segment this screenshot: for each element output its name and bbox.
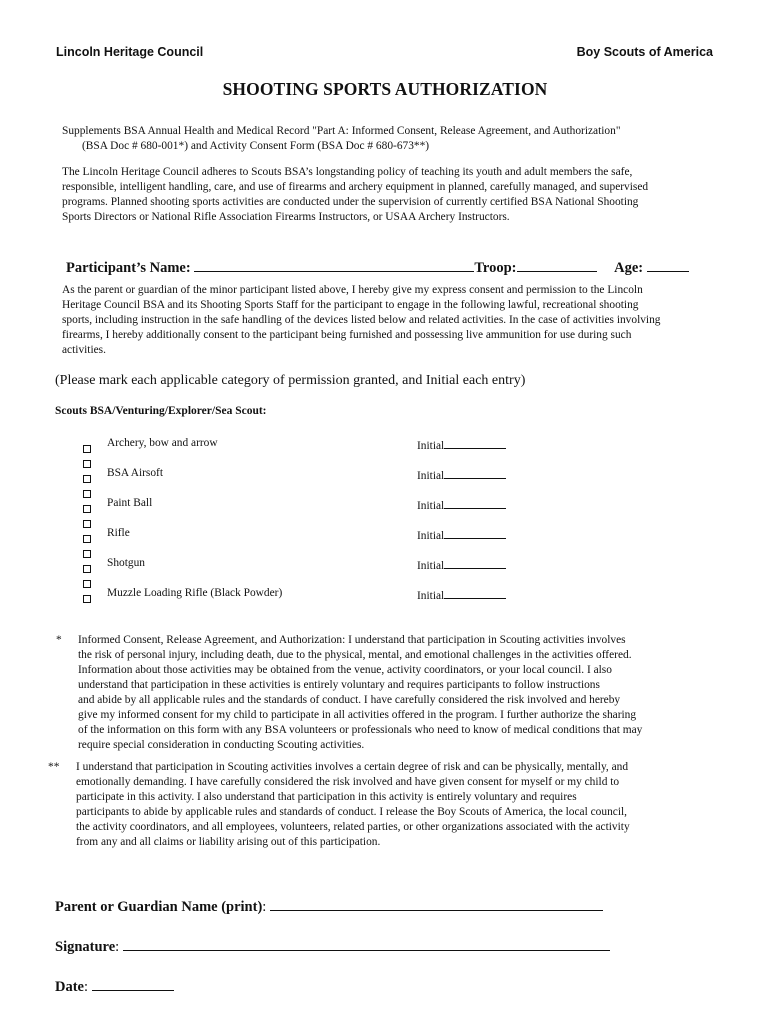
- footnote-line: participate in this activity. I also understand that participation in this activity is entirely voluntary and requires: [76, 791, 577, 803]
- blank-checkbox[interactable]: [83, 580, 91, 588]
- activity-label: Muzzle Loading Rifle (Black Powder): [107, 587, 283, 599]
- initial-label: Initial: [417, 470, 445, 482]
- informed-consent-paragraph: [78, 633, 738, 753]
- initial-field[interactable]: [444, 557, 506, 569]
- form-title: SHOOTING SPORTS AUTHORIZATION: [222, 79, 548, 99]
- signature-row: [55, 935, 610, 956]
- initial-row: [417, 587, 506, 617]
- date-field[interactable]: [92, 975, 174, 991]
- footnote-line: I understand that participation in Scouting activities involves a certain degree of risk and can be physically, mentally, and: [76, 761, 629, 773]
- age-field[interactable]: [647, 257, 689, 272]
- initial-row: [417, 467, 506, 497]
- muzzle-loading-checkbox[interactable]: [83, 595, 91, 603]
- date-row: [55, 975, 174, 996]
- activity-label: BSA Airsoft: [107, 467, 164, 479]
- signature-label: Signature: [55, 939, 116, 955]
- consent-line: As the parent or guardian of the minor participant listed above, I hereby give my express consent and permission to the Lincoln: [62, 284, 643, 296]
- organization-name: Boy Scouts of America: [576, 45, 713, 59]
- troop-label: Troop:: [474, 260, 517, 276]
- signature-field[interactable]: [123, 935, 610, 951]
- parent-name-field[interactable]: [270, 895, 603, 911]
- supplements-line: (BSA Doc # 680-001*) and Activity Consent Form (BSA Doc # 680-673**): [82, 140, 430, 152]
- footnote-marker: *: [56, 634, 62, 646]
- checkbox-column: [83, 440, 91, 605]
- initial-label: Initial: [417, 560, 445, 572]
- footnote-line: the risk of personal injury, including death, due to the physical, mental, and emotional challenges in the activities offered.: [78, 649, 632, 661]
- policy-paragraph: [62, 165, 742, 225]
- council-name: Lincoln Heritage Council: [56, 45, 204, 59]
- activity-label: Shotgun: [107, 557, 145, 569]
- parent-name-label: Parent or Guardian Name (print): [55, 899, 263, 915]
- initial-list: [417, 437, 506, 617]
- activity-consent-paragraph: [76, 760, 738, 850]
- consent-line: sports, including instruction in the safe handling of the devices listed below and related activities. In the case of activities involving: [62, 314, 661, 326]
- footnote-line: participants to abide by applicable rules and standards of conduct. I release the Boy Scouts of America, the local council,: [76, 806, 627, 818]
- blank-checkbox[interactable]: [83, 490, 91, 498]
- footnote-line: Informed Consent, Release Agreement, and Authorization: I understand that participation in Scouting activities involves: [78, 634, 626, 646]
- policy-line: The Lincoln Heritage Council adheres to Scouts BSA’s longstanding policy of teaching its youth and adult members the safe,: [62, 166, 633, 178]
- age-label: Age:: [614, 260, 644, 276]
- colon: :: [262, 899, 267, 915]
- paintball-checkbox[interactable]: [83, 505, 91, 513]
- initial-label: Initial: [417, 500, 445, 512]
- consent-line: firearms, I hereby additionally consent to the participant being furnished and possessing live ammunition for use during such: [62, 329, 632, 341]
- colon: :: [84, 979, 89, 995]
- footnote-line: Information about those activities may be obtained from the venue, activity coordinators, or your local council. I also: [78, 664, 612, 676]
- blank-checkbox[interactable]: [83, 550, 91, 558]
- blank-checkbox[interactable]: [83, 520, 91, 528]
- troop-field[interactable]: [517, 257, 597, 272]
- footnote-line: from any and all claims or liability arising out of this participation.: [76, 836, 381, 848]
- blank-checkbox[interactable]: [83, 460, 91, 468]
- footnote-line: of the information on this form with any BSA volunteers or professionals who need to know of medical conditions that may: [78, 724, 643, 736]
- archery-checkbox[interactable]: [83, 445, 91, 453]
- parent-name-row: [55, 895, 603, 916]
- activity-label: Rifle: [107, 527, 130, 539]
- policy-line: Sports Directors or National Rifle Association Firearms Instructors, or USAA Archery Instructors.: [62, 211, 510, 223]
- policy-line: programs. Planned shooting sports activities are conducted under the supervision of currently certified BSA National Shooting: [62, 196, 639, 208]
- initial-row: [417, 527, 506, 557]
- activity-label: Paint Ball: [107, 497, 153, 509]
- consent-paragraph: [62, 283, 742, 358]
- initial-field[interactable]: [444, 527, 506, 539]
- supplements-note: [62, 124, 722, 154]
- date-label: Date: [55, 979, 84, 995]
- initial-field[interactable]: [444, 497, 506, 509]
- activity-list: [107, 437, 282, 617]
- initial-field[interactable]: [444, 467, 506, 479]
- footnote-line: and abide by all applicable rules and the standards of conduct. I have carefully considered the risk involved and hereby: [78, 694, 621, 706]
- initial-row: [417, 437, 506, 467]
- supplements-line: Supplements BSA Annual Health and Medical Record "Part A: Informed Consent, Release Agreement, and Authorization": [62, 125, 621, 137]
- participant-row: [66, 257, 689, 277]
- consent-line: Heritage Council BSA and its Shooting Sports Staff for the participant to engage in the following lawful, recreational shooting: [62, 299, 639, 311]
- initial-field[interactable]: [444, 587, 506, 599]
- footnote-marker: **: [48, 761, 60, 773]
- consent-line: activities.: [62, 344, 106, 356]
- section-heading: Scouts BSA/Venturing/Explorer/Sea Scout:: [55, 405, 267, 417]
- footnote-line: give my informed consent for my child to participate in all activities offered in the program. I further authorize the sharing: [78, 709, 637, 721]
- activity-label: Archery, bow and arrow: [107, 437, 218, 449]
- initial-label: Initial: [417, 440, 445, 452]
- rifle-checkbox[interactable]: [83, 535, 91, 543]
- footnote-line: understand that participation in these activities is entirely voluntary and requires participants to follow instructions: [78, 679, 600, 691]
- airsoft-checkbox[interactable]: [83, 475, 91, 483]
- initial-label: Initial: [417, 590, 445, 602]
- colon: :: [115, 939, 120, 955]
- footnote-line: emotionally demanding. I have carefully considered the risk involved and have given consent for myself or my child to: [76, 776, 620, 788]
- shotgun-checkbox[interactable]: [83, 565, 91, 573]
- instruction-text: (Please mark each applicable category of permission granted, and Initial each entry): [55, 373, 526, 388]
- initial-row: [417, 557, 506, 587]
- footnote-line: the activity coordinators, and all employees, volunteers, related parties, or other organizations associated with the activity: [76, 821, 630, 833]
- policy-line: responsible, intelligent handling, care, and use of firearms and archery equipment in planned, carefully managed, and supervised: [62, 181, 649, 193]
- participant-name-label: Participant’s Name:: [66, 260, 191, 276]
- initial-field[interactable]: [444, 437, 506, 449]
- participant-name-field[interactable]: [194, 257, 474, 272]
- initial-label: Initial: [417, 530, 445, 542]
- footnote-line: require special consideration in conducting Scouting activities.: [78, 739, 365, 751]
- initial-row: [417, 497, 506, 527]
